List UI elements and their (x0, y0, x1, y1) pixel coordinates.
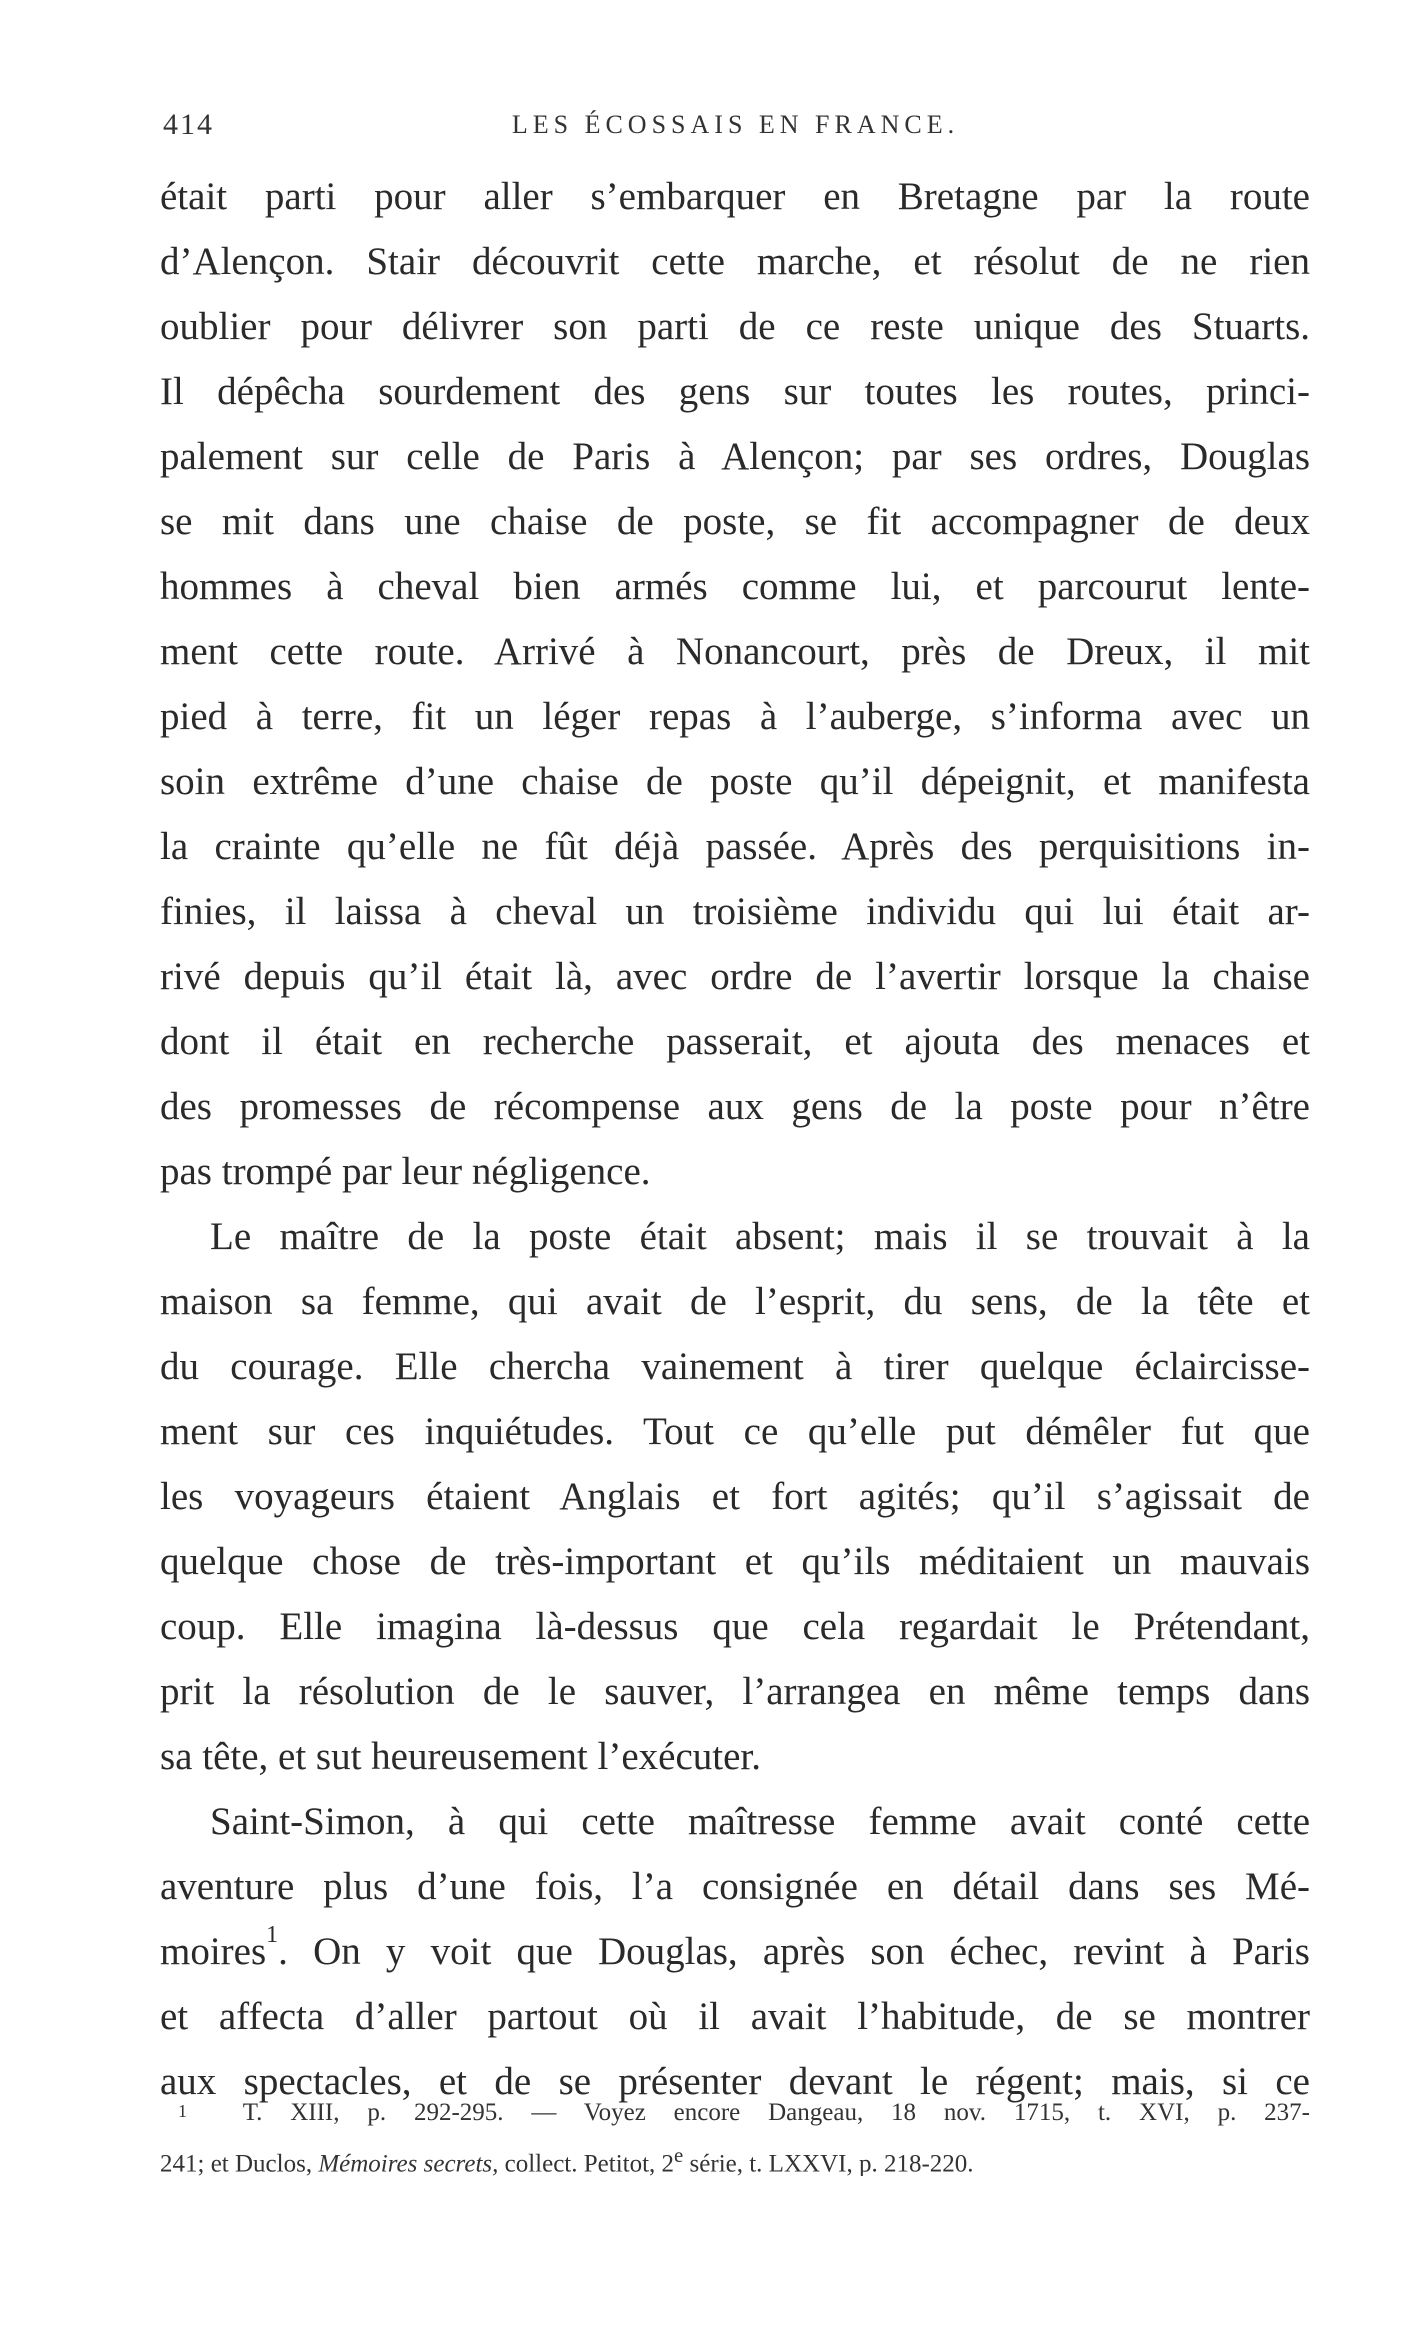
page-number: 414 (163, 108, 214, 141)
text-line-with-footnote (160, 1919, 1310, 1984)
text-fragment: moires (160, 1930, 267, 1973)
text-line: maison sa femme, qui avait de l’esprit, du sens, de la tête et (160, 1280, 1310, 1323)
text-line: et affecta d’aller partout où il avait l’habitude, de se montrer (160, 1995, 1310, 2038)
text-line: aventure plus d’une fois, l’a consignée en détail dans ses Mé- (160, 1865, 1310, 1908)
text-line: la crainte qu’elle ne fût déjà passée. Après des perquisitions in- (160, 825, 1310, 868)
footnote-line (160, 2092, 1310, 2134)
text-line: Saint-Simon, à qui cette maîtresse femme avait conté cette (210, 1800, 1310, 1843)
text-line: palement sur celle de Paris à Alençon; par ses ordres, Douglas (160, 435, 1310, 478)
running-head (163, 108, 1308, 148)
text-line: coup. Elle imagina là-dessus que cela regardait le Prétendant, (160, 1605, 1310, 1648)
footnote-ref[interactable]: 1 (266, 1922, 279, 1948)
text-line: aux spectacles, et de se présenter devant le régent; mais, si ce (160, 2060, 1310, 2103)
running-title: LES ÉCOSSAIS EN FRANCE. (511, 110, 960, 139)
text-line: les voyageurs étaient Anglais et fort agités; qu’il s’agissait de (160, 1475, 1310, 1518)
text-line: hommes à cheval bien armés comme lui, et parcourut lente- (160, 565, 1310, 608)
text-line: Le maître de la poste était absent; mais il se trouvait à la (210, 1215, 1310, 1258)
text-line: pied à terre, fit un léger repas à l’auberge, s’informa avec un (160, 695, 1310, 738)
text-line: pas trompé par leur négligence. (160, 1150, 651, 1193)
footnote-title: Mémoires secrets, (318, 2150, 499, 2176)
footnote-text: collect. Petitot, 2 (498, 2150, 675, 2176)
footnote-text: T. XIII, p. 292-295. — Voyez encore Dangeau, 18 nov. 1715, t. XVI, p. 237- (242, 2099, 1310, 2126)
text-line: rivé depuis qu’il était là, avec ordre de l’avertir lorsque la chaise (160, 955, 1310, 998)
text-line: Il dépêcha sourdement des gens sur toutes les routes, princi- (160, 370, 1310, 413)
footnote-number: 1 (178, 2101, 187, 2121)
text-line: prit la résolution de le sauver, l’arrangea en même temps dans (160, 1670, 1310, 1713)
text-line: dont il était en recherche passerait, et ajouta des menaces et (160, 1020, 1310, 1063)
footnote-text: série, t. LXXVI, p. 218-220. (683, 2150, 974, 2176)
text-line: du courage. Elle chercha vainement à tirer quelque éclaircisse- (160, 1345, 1310, 1388)
footnote-line (160, 2134, 1310, 2176)
text-line: sa tête, et sut heureusement l’exécuter. (160, 1735, 761, 1778)
footnote-text: 241; et Duclos, (160, 2150, 319, 2176)
text-line: oublier pour délivrer son parti de ce reste unique des Stuarts. (160, 305, 1310, 348)
text-line: était parti pour aller s’embarquer en Bretagne par la route (160, 175, 1310, 218)
text-fragment: . On y voit que Douglas, après son échec, revint à Paris (278, 1930, 1310, 1973)
text-line: des promesses de récompense aux gens de la poste pour n’être (160, 1085, 1310, 1128)
text-line: quelque chose de très-important et qu’ils méditaient un mauvais (160, 1540, 1310, 1583)
text-line: se mit dans une chaise de poste, se fit accompagner de deux (160, 500, 1310, 543)
footnotes (160, 2092, 1310, 2176)
text-line: soin extrême d’une chaise de poste qu’il dépeignit, et manifesta (160, 760, 1310, 803)
body-text (160, 164, 1310, 2114)
text-line: finies, il laissa à cheval un troisième individu qui lui était ar- (160, 890, 1310, 933)
text-line: d’Alençon. Stair découvrit cette marche, et résolut de ne rien (160, 240, 1310, 283)
text-line: ment cette route. Arrivé à Nonancourt, près de Dreux, il mit (160, 630, 1310, 673)
footnote-superscript: e (674, 2143, 684, 2167)
text-line: ment sur ces inquiétudes. Tout ce qu’elle put démêler fut que (160, 1410, 1310, 1453)
